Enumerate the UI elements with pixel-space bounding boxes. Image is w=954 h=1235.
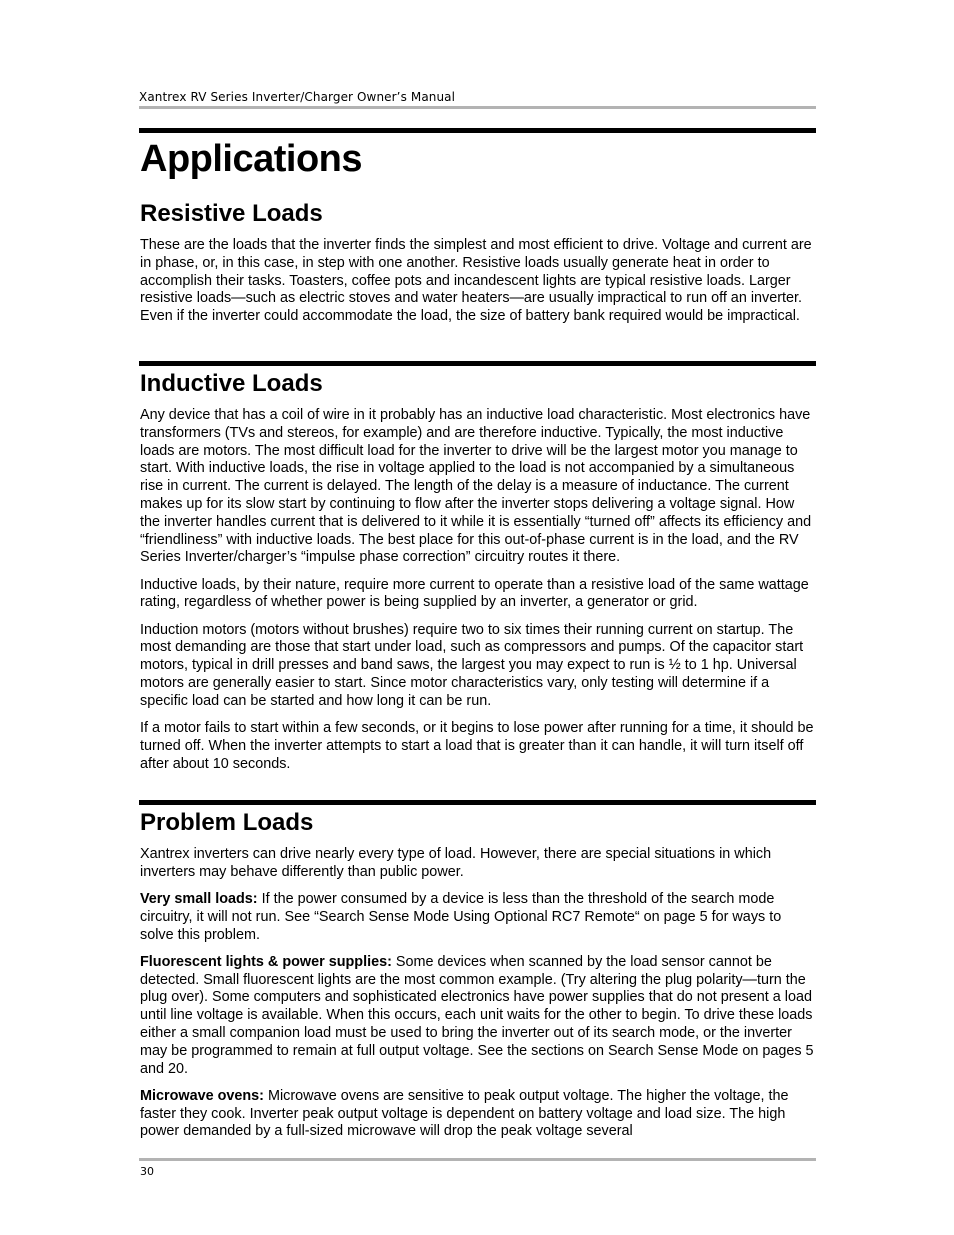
page-title: Applications: [140, 138, 363, 180]
paragraph: Any device that has a coil of wire in it probably has an inductive load characteristic. Most electronics have transformers (TVs and stereos, for example) and are therefore inductive. Typically, the most inductive loads are motors. The most difficult load for the inverter to drive will be the largest motor you manage to start. With inductive loads, the rise in voltage applied to the load is not accompanied by a simultaneous rise in current. The current is delayed. The length of the delay is a measure of inductance. The current makes up for its slow start by continuing to flow after the inverter stops delivering a voltage signal. How the inverter handles current that is delivered to it while it is essentially “turned off” affects its efficiency and “friendliness” with inductive loads. The best place for this out-of-phase current is in the load, and the RV Series Inverter/charger’s “impulse phase correction” circuitry routes it there.: [140, 407, 812, 566]
section-rule: [139, 800, 816, 805]
section-heading-inductive: Inductive Loads: [140, 370, 323, 397]
paragraph-text: If the power consumed by a device is less than the threshold of the search mode circuitry, it will not run. See “Search Sense Mode Using Optional RC7 Remote“ on page 5 for ways to solve this problem.: [140, 890, 782, 943]
paragraph-text: Microwave ovens are sensitive to peak output voltage. The higher the voltage, the faster they cook. Inverter peak output voltage is dependent on battery voltage and load size. The high power demanded by a full-sized microwave will drop the peak voltage several: [140, 1087, 789, 1140]
paragraph: Induction motors (motors without brushes) require two to six times their running current on startup. The most demanding are those that start under load, such as compressors and pumps. Of the capacitor start motors, typical in drill presses and band saws, the largest you may expect to run is ½ to 1 hp. Universal motors are generally easier to start. Since motor characteristics vary, only testing will determine if a specific load can be started and how long it can be run.: [140, 621, 804, 709]
paragraph-very-small-loads: [140, 891, 816, 944]
paragraph: Inductive loads, by their nature, require more current to operate than a resistive load of the same wattage rating, regardless of whether power is being supplied by an inverter, a generator or grid.: [140, 576, 809, 611]
section-body-inductive: [140, 407, 816, 783]
page-number: 30: [140, 1165, 154, 1178]
paragraph-text: Some devices when scanned by the load sensor cannot be detected. Small fluorescent lights are the most common example. (Try altering the plug polarity—turn the plug over). Some computers and sophisticated electronics have power supplies that do not present a load until line voltage is available. When this occurs, each unit waits for the other to begin. To drive these loads either a small companion load must be used to bring the inverter out of its search mode, or the inverter may be programmed to remain at full output voltage. See the sections on Search Sense Mode on pages 5 and 20.: [140, 953, 814, 1077]
section-body-problem: [140, 846, 816, 1151]
run-in-heading: Fluorescent lights & power supplies:: [140, 953, 392, 970]
title-rule: [139, 128, 816, 133]
section-rule: [139, 361, 816, 366]
section-heading-resistive: Resistive Loads: [140, 200, 323, 227]
paragraph: If a motor fails to start within a few seconds, or it begins to lose power after running for a time, it should be turned off. When the inverter attempts to start a load that is greater than it can handle, it will turn itself off after about 10 seconds.: [140, 719, 814, 772]
section-heading-problem: Problem Loads: [140, 809, 314, 836]
footer-divider: [139, 1158, 816, 1161]
paragraph-fluorescent: [140, 954, 816, 1079]
header-divider: [139, 106, 816, 109]
paragraph-microwave: [140, 1088, 816, 1141]
section-body-resistive: [140, 237, 816, 335]
run-in-heading: Very small loads:: [140, 890, 258, 907]
paragraph: Xantrex inverters can drive nearly every type of load. However, there are special situations in which inverters may behave differently than public power.: [140, 846, 772, 880]
running-header: Xantrex RV Series Inverter/Charger Owner’s Manual: [139, 90, 456, 104]
paragraph: These are the loads that the inverter finds the simplest and most efficient to drive. Voltage and current are in phase, or, in this case, in step with one another. Resistive loads usually generate heat in order to accomplish their tasks. Toasters, coffee pots and incandescent lights are typical resistive loads. Larger resistive loads—such as electric stoves and water heaters—are usually impractical to run off an inverter. Even if the inverter could accommodate the load, the size of battery bank required would be impractical.: [140, 237, 812, 325]
run-in-heading: Microwave ovens:: [140, 1087, 264, 1104]
